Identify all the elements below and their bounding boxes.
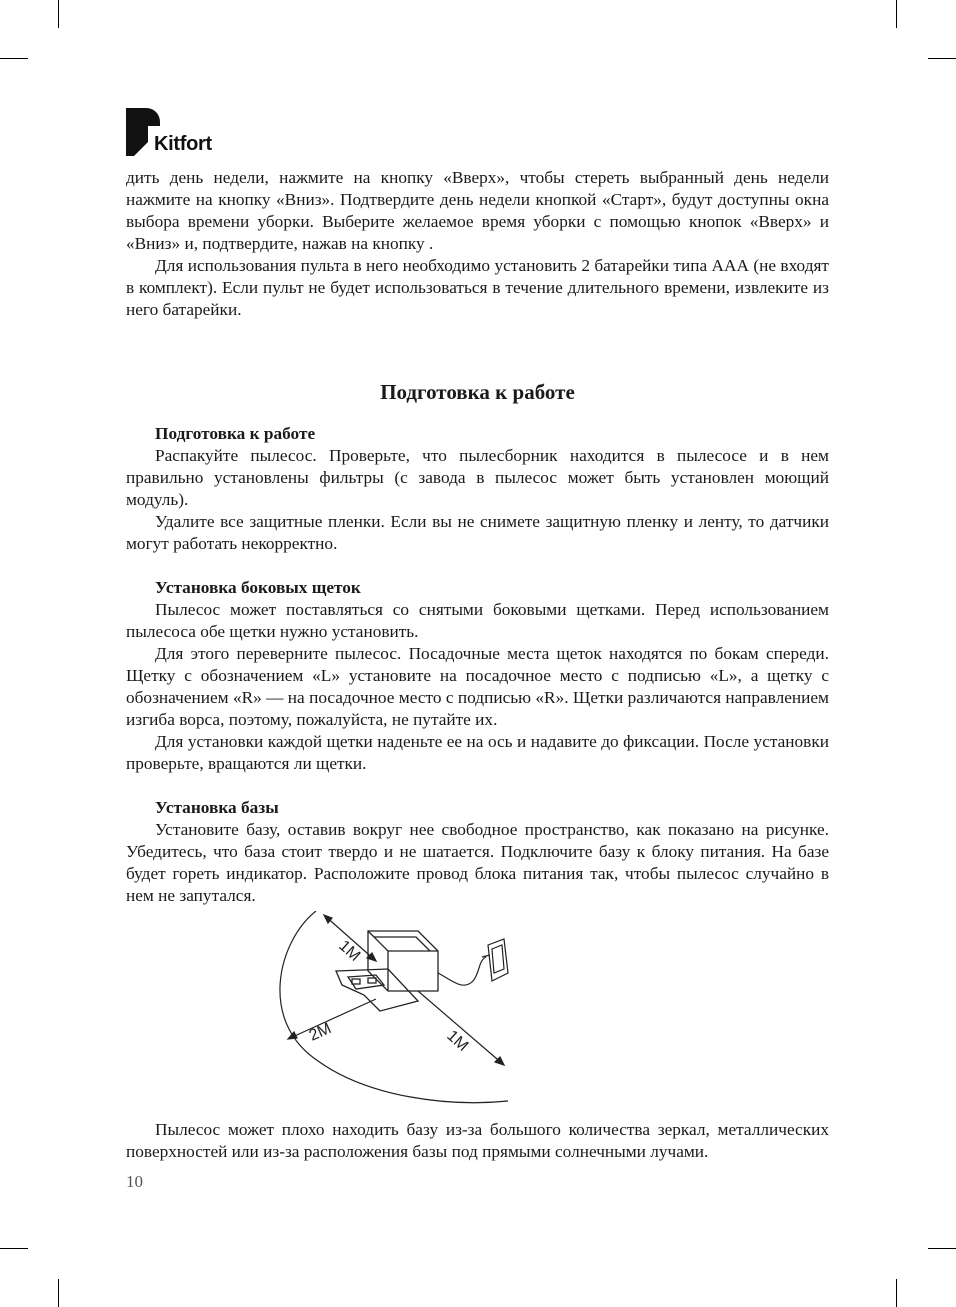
body-paragraph: Установите базу, оставив вокруг нее свободное пространство, как показано на рисунке. Убедитесь, что база стоит твердо и не шатается. Подключите базу к блоку питания. На базе будет гореть индикатор. Расположите провод блока питания так, чтобы пылесос случайно в нем не запутался. xyxy=(126,820,829,905)
body-paragraph: Пылесос может поставляться со снятыми боковыми щетками. Перед использованием пылесоса обе щетки нужно установить. xyxy=(126,600,829,641)
body-paragraph: Для этого переверните пылесос. Посадочные места щеток находятся по бокам спереди. Щетку с обозначением «L» установите на посадочное место с подписью «L», а щетку с обозначением «R» — на посадочное место с подписью «R». Щетки различаются направлением изгиба ворса, поэтому, пожалуйста, не путайте их. xyxy=(126,644,829,729)
label-1m-left: 1M xyxy=(334,937,363,965)
brand-logo xyxy=(126,108,212,156)
body-paragraph: Для установки каждой щетки наденьте ее на ось и надавите до фиксации. После установки проверьте, вращаются ли щетки. xyxy=(126,732,829,773)
base-clearance-diagram xyxy=(268,911,688,1105)
crop-mark xyxy=(58,0,59,28)
crop-mark xyxy=(896,0,897,28)
subsection-title: Установка боковых щеток xyxy=(155,578,361,597)
section-title: Подготовка к работе xyxy=(380,380,575,404)
crop-mark xyxy=(58,1279,59,1307)
subsection-title: Подготовка к работе xyxy=(155,424,316,443)
closing-paragraph: Пылесос может плохо находить базу из-за большого количества зеркал, металлических поверхностей или из-за расположения базы под прямыми солнечными лучами. xyxy=(126,1120,829,1161)
page-content xyxy=(126,167,829,1163)
crop-mark xyxy=(928,58,956,59)
crop-mark xyxy=(928,1248,956,1249)
subsection-title: Установка базы xyxy=(155,798,279,817)
crop-mark xyxy=(896,1279,897,1307)
body-paragraph: Распакуйте пылесос. Проверьте, что пылесборник находится в пылесосе и в нем правильно установлены фильтры (с завода в пылесос может быть установлен моющий модуль). xyxy=(126,446,829,509)
power-cable xyxy=(438,957,486,985)
dimension-line-right xyxy=(418,991,504,1065)
power-adapter xyxy=(482,939,508,981)
brand-name: Kitfort xyxy=(154,133,212,155)
body-paragraph: Удалите все защитные пленки. Если вы не снимете защитную пленку и ленту, то датчики могут работать некорректно. xyxy=(126,512,829,553)
intro-paragraph: Для использования пульта в него необходимо установить 2 батарейки типа ААА (не входят в комплект). Если пульт не будет использоваться в течение длительного времени, извлеките из него батарейки. xyxy=(126,256,829,319)
label-1m-right: 1M xyxy=(442,1027,471,1055)
intro-paragraph: дить день недели, нажмите на кнопку «Вверх», чтобы стереть выбранный день недели нажмите на кнопку «Вниз». Подтвердите день недели кнопкой «Старт», будут доступны окна выбора времени уборки. Выберите желаемое время уборки с помощью кнопок «Вверх» и «Вниз» и, подтвердите, нажав на кнопку . xyxy=(126,168,829,253)
crop-mark xyxy=(0,1248,28,1249)
label-2m: 2M xyxy=(306,1020,334,1045)
crop-mark xyxy=(0,58,28,59)
page-number: 10 xyxy=(126,1172,143,1191)
